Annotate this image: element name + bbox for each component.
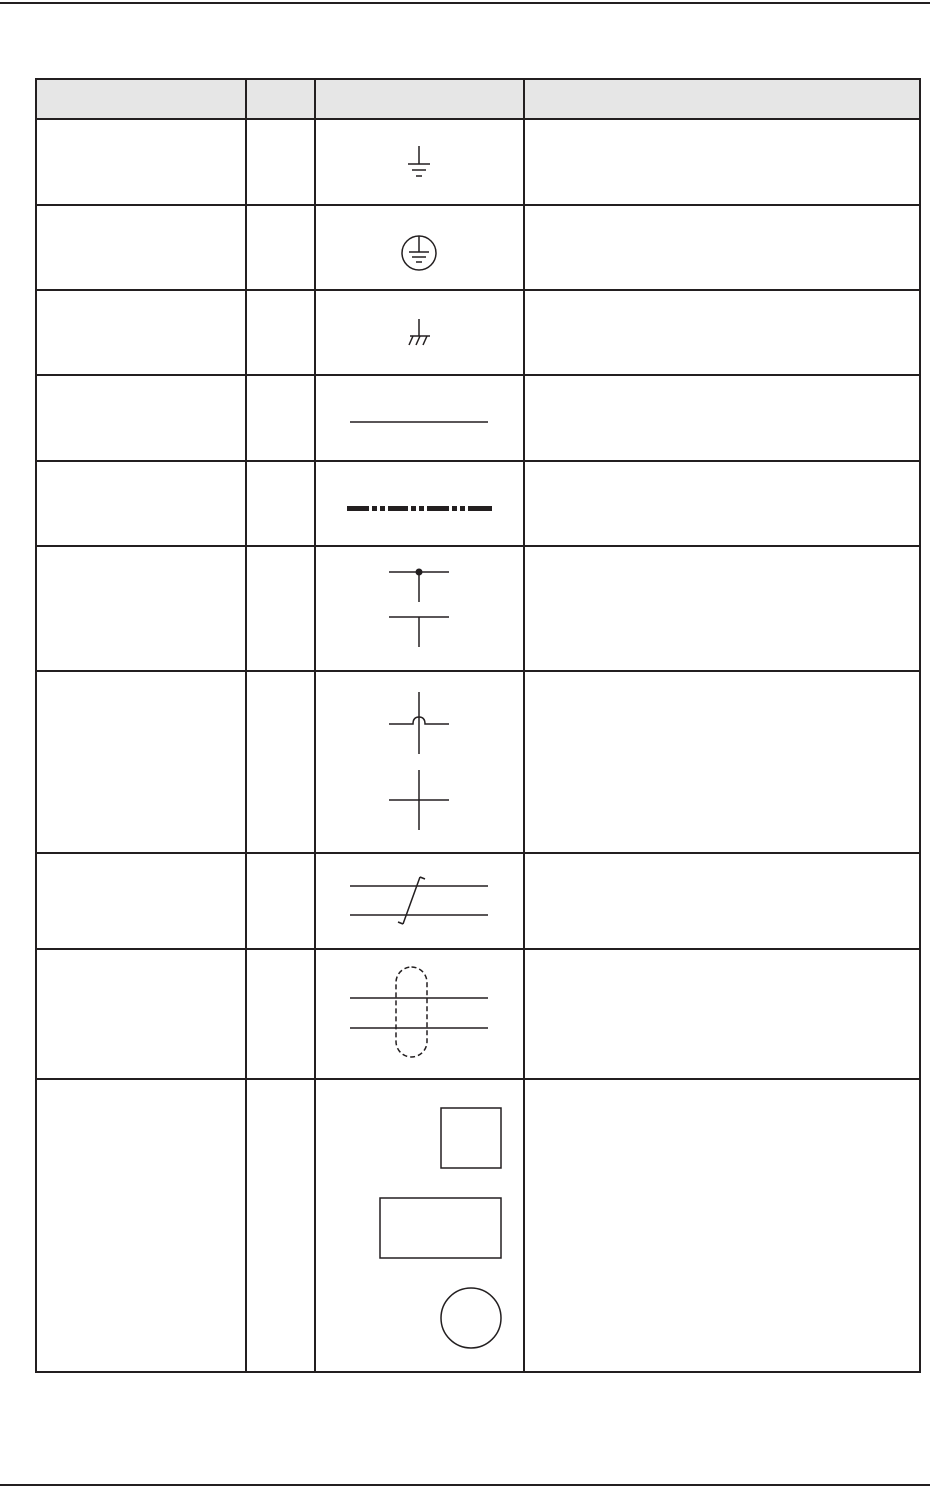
header-description (525, 80, 919, 118)
crossing-icons (316, 672, 523, 852)
row-code (247, 950, 314, 1078)
table-row (37, 854, 919, 950)
conductor-line-icon (316, 376, 523, 460)
row-name (37, 1080, 245, 1371)
earth-ground-icon (316, 120, 523, 204)
column-divider (245, 80, 247, 1371)
header-name (37, 80, 245, 118)
row-description (525, 206, 919, 289)
protective-earth-icon (316, 206, 523, 289)
component-outline-icons (316, 1080, 523, 1371)
row-description (525, 547, 919, 670)
row-name (37, 291, 245, 374)
chassis-ground-icon (316, 291, 523, 374)
row-name (37, 462, 245, 545)
row-name (37, 120, 245, 204)
row-name (37, 376, 245, 460)
row-description (525, 291, 919, 374)
row-code (247, 206, 314, 289)
junction-icons (316, 547, 523, 670)
row-description (525, 854, 919, 948)
table-row (37, 206, 919, 291)
row-name (37, 854, 245, 948)
row-description (525, 120, 919, 204)
dashed-conductor-icon (316, 462, 523, 545)
header-symbol (316, 80, 523, 118)
column-divider (523, 80, 525, 1371)
row-code (247, 120, 314, 204)
row-description (525, 1080, 919, 1371)
table-row (37, 120, 919, 206)
row-name (37, 950, 245, 1078)
table-row (37, 547, 919, 672)
twisted-pair-icon (316, 854, 523, 948)
column-divider (314, 80, 316, 1371)
table-row (37, 462, 919, 547)
row-name (37, 547, 245, 670)
row-description (525, 950, 919, 1078)
row-code (247, 1080, 314, 1371)
table-row (37, 950, 919, 1080)
row-code (247, 462, 314, 545)
row-code (247, 547, 314, 670)
table-row (37, 672, 919, 854)
table-row (37, 291, 919, 376)
shielded-pair-icon (316, 950, 523, 1078)
symbol-table (35, 78, 921, 1373)
row-name (37, 672, 245, 852)
row-code (247, 376, 314, 460)
row-code (247, 672, 314, 852)
top-rule (0, 2, 930, 4)
row-code (247, 854, 314, 948)
table-row (37, 1080, 919, 1371)
row-description (525, 462, 919, 545)
row-description (525, 672, 919, 852)
row-code (247, 291, 314, 374)
table-row (37, 376, 919, 462)
bottom-rule (0, 1484, 930, 1486)
row-description (525, 376, 919, 460)
table-header (37, 80, 919, 120)
row-name (37, 206, 245, 289)
header-code (247, 80, 314, 118)
